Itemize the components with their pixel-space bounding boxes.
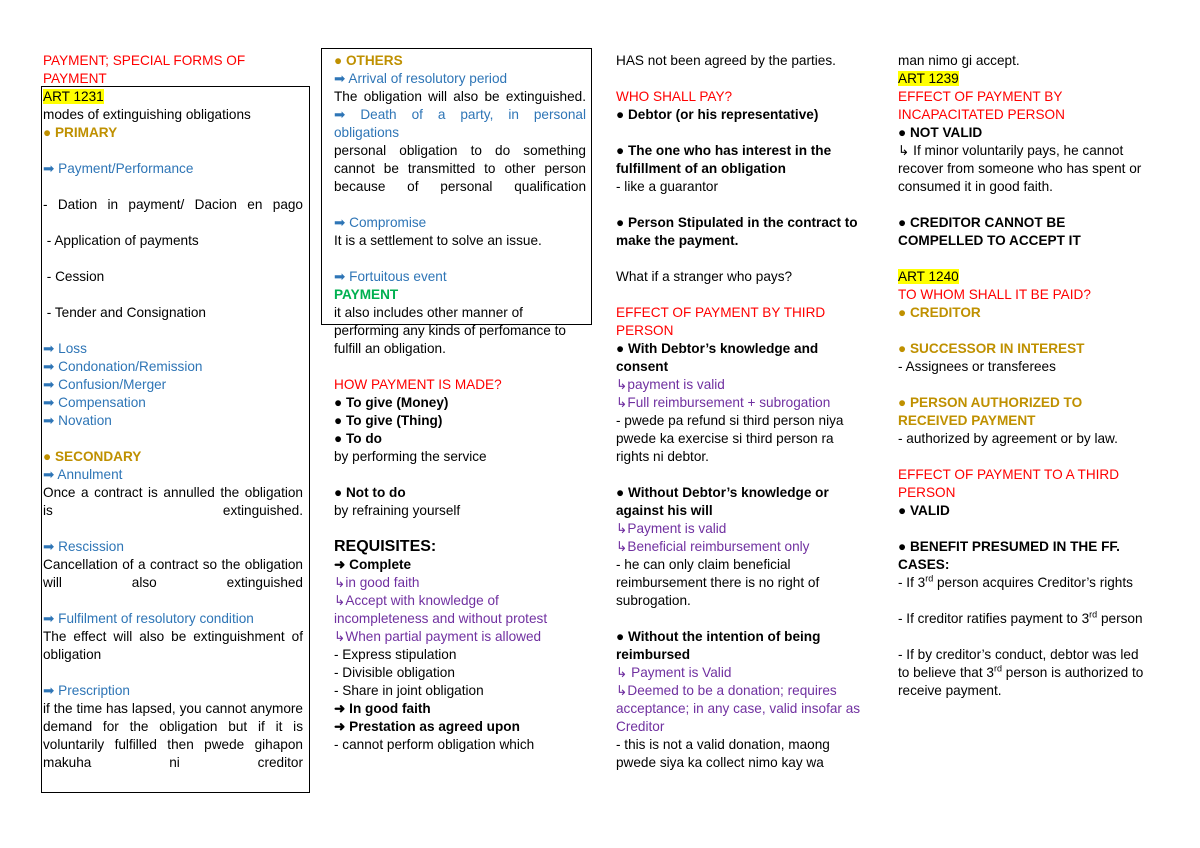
creditor-item: ● CREDITOR: [898, 305, 981, 320]
condonation-item: ➡ Condonation/Remission: [43, 359, 203, 374]
authorized-text: - authorized by agreement or by law.: [898, 431, 1118, 446]
subtitle: modes of extinguishing obligations: [43, 107, 251, 122]
dation-item: - Dation in payment/ Dacion en pago: [43, 197, 303, 212]
stranger-question: What if a stranger who pays?: [616, 269, 793, 284]
full-reimbursement: ↳Full reimbursement + subrogation: [616, 395, 831, 410]
annulment-item: ➡ Annulment: [43, 467, 123, 482]
share-item: - Share in joint obligation: [334, 683, 484, 698]
claim-text: - he can only claim beneficial reimbursement there is no right of subrogation.: [616, 557, 820, 608]
give-thing: ● To give (Thing): [334, 413, 443, 428]
continued-text: HAS not been agreed by the parties.: [616, 53, 836, 68]
valid-sub-1: ↳payment is valid: [616, 377, 725, 392]
primary-heading: ● PRIMARY: [43, 125, 118, 140]
confusion-item: ➡ Confusion/Merger: [43, 377, 167, 392]
column-2: [334, 52, 586, 754]
column-4: [898, 52, 1150, 700]
express-item: - Express stipulation: [334, 647, 457, 662]
case-1: - If 3rd person acquires Creditor’s rights: [898, 573, 1133, 590]
effect-third-heading: EFFECT OF PAYMENT BY THIRD PERSON: [616, 305, 826, 338]
to-do: ● To do: [334, 431, 382, 446]
who-heading: WHO SHALL PAY?: [616, 89, 733, 104]
valid-item: ● VALID: [898, 503, 950, 518]
with-knowledge-item: ● With Debtor’s knowledge and consent: [616, 341, 819, 374]
to-whom-heading: TO WHOM SHALL IT BE PAID?: [898, 287, 1091, 302]
accept-sub: ↳Accept with knowledge of incompleteness and without protest: [334, 593, 548, 626]
death-text: personal obligation to do something cannot be transmitted to other person because of personal qualification: [334, 143, 586, 194]
not-valid-item: ● NOT VALID: [898, 125, 983, 140]
not-to-do: ● Not to do: [334, 485, 406, 500]
prestation-item: ➜ Prestation as agreed upon: [334, 719, 520, 734]
case-2: - If creditor ratifies payment to 3rd person: [898, 609, 1143, 626]
cession-item: - Cession: [43, 269, 105, 284]
debtor-item: ● Debtor (or his representative): [616, 107, 819, 122]
partial-sub: ↳When partial payment is allowed: [334, 629, 542, 644]
article-1231: ART 1231: [43, 89, 104, 104]
effect-incapacitated-heading: EFFECT OF PAYMENT BY INCAPACITATED PERSON: [898, 89, 1065, 122]
section-title: PAYMENT; SPECIAL FORMS OF PAYMENT: [43, 53, 246, 86]
creditor-cannot-item: ● CREDITOR CANNOT BE COMPELLED TO ACCEPT IT: [898, 215, 1081, 248]
cannot-item: - cannot perform obligation which: [334, 737, 535, 752]
article-1240: ART 1240: [898, 269, 959, 284]
benefit-heading: ● BENEFIT PRESUMED IN THE FF. CASES:: [898, 539, 1120, 572]
give-money: ● To give (Money): [334, 395, 449, 410]
fulfilment-text: The effect will also be extinguishment of obligation: [43, 629, 303, 662]
rescission-item: ➡ Rescission: [43, 539, 124, 554]
death-item: ➡ Death of a party, in personal obligations: [334, 107, 586, 140]
minor-text: ↳ If minor voluntarily pays, he cannot recover from someone who has spent or consumed it in good faith.: [898, 143, 1142, 194]
loss-item: ➡ Loss: [43, 341, 87, 356]
compensation-item: ➡ Compensation: [43, 395, 146, 410]
article-1239: ART 1239: [898, 71, 959, 86]
without-intention-item: ● Without the intention of being reimbursed: [616, 629, 821, 662]
complete-item: ➜ Complete: [334, 557, 412, 572]
fulfilment-item: ➡ Fulfilment of resolutory condition: [43, 611, 254, 626]
column-3: [616, 52, 868, 772]
continued-text: man nimo gi accept.: [898, 53, 1020, 68]
payment-performance: ➡ Payment/Performance: [43, 161, 194, 176]
refund-text: - pwede pa refund si third person niya pwede ka exercise si third person ra rights ni debtor.: [616, 413, 844, 464]
to-do-text: by performing the service: [334, 449, 487, 464]
arrival-item: ➡ Arrival of resolutory period: [334, 71, 508, 86]
prescription-text: if the time has lapsed, you cannot anymore demand for the obligation but if it is voluntarily fulfilled then pwede gihapon makuha ni creditor: [43, 701, 303, 770]
case-3: - If by creditor’s conduct, debtor was led to believe that 3rd person is authorized to receive payment.: [898, 647, 1144, 698]
not-valid-donation-text: - this is not a valid donation, maong pwede siya ka collect nimo kay wa: [616, 737, 830, 770]
without-knowledge-item: ● Without Debtor’s knowledge or against his will: [616, 485, 829, 518]
arrival-text: The obligation will also be extinguished.: [334, 89, 586, 104]
guarantor-item: - like a guarantor: [616, 179, 719, 194]
donation-sub: ↳Deemed to be a donation; requires acceptance; in any case, valid insofar as Creditor: [616, 683, 861, 734]
beneficial-reimbursement: ↳Beneficial reimbursement only: [616, 539, 810, 554]
others-heading: ● OTHERS: [334, 53, 403, 68]
compromise-text: It is a settlement to solve an issue.: [334, 233, 542, 248]
application-item: - Application of payments: [43, 233, 199, 248]
rescission-text: Cancellation of a contract so the obligation will also extinguished: [43, 557, 303, 590]
divisible-item: - Divisible obligation: [334, 665, 455, 680]
secondary-heading: ● SECONDARY: [43, 449, 142, 464]
valid-sub-3: ↳ Payment is Valid: [616, 665, 732, 680]
valid-sub-2: ↳Payment is valid: [616, 521, 727, 536]
stipulated-item: ● Person Stipulated in the contract to make the payment.: [616, 215, 858, 248]
payment-heading: PAYMENT: [334, 287, 399, 302]
authorized-item: ● PERSON AUTHORIZED TO RECEIVED PAYMENT: [898, 395, 1083, 428]
prescription-item: ➡ Prescription: [43, 683, 130, 698]
assignees-text: - Assignees or transferees: [898, 359, 1056, 374]
fortuitous-item: ➡ Fortuitous event: [334, 269, 447, 284]
good-faith-sub: ↳in good faith: [334, 575, 420, 590]
not-to-do-text: by refraining yourself: [334, 503, 461, 518]
successor-item: ● SUCCESSOR IN INTEREST: [898, 341, 1085, 356]
compromise-item: ➡ Compromise: [334, 215, 427, 230]
tender-item: - Tender and Consignation: [43, 305, 206, 320]
requisites-heading: REQUISITES:: [334, 538, 437, 555]
novation-item: ➡ Novation: [43, 413, 112, 428]
interest-item: ● The one who has interest in the fulfillment of an obligation: [616, 143, 832, 176]
good-faith-item: ➜ In good faith: [334, 701, 431, 716]
annulment-text: Once a contract is annulled the obligation is extinguished.: [43, 485, 303, 518]
payment-text: it also includes other manner of performing any kinds of perfomance to fulfill an obligation.: [334, 305, 566, 356]
effect-third-person-heading: EFFECT OF PAYMENT TO A THIRD PERSON: [898, 467, 1120, 500]
column-1: [43, 52, 303, 772]
how-heading: HOW PAYMENT IS MADE?: [334, 377, 502, 392]
